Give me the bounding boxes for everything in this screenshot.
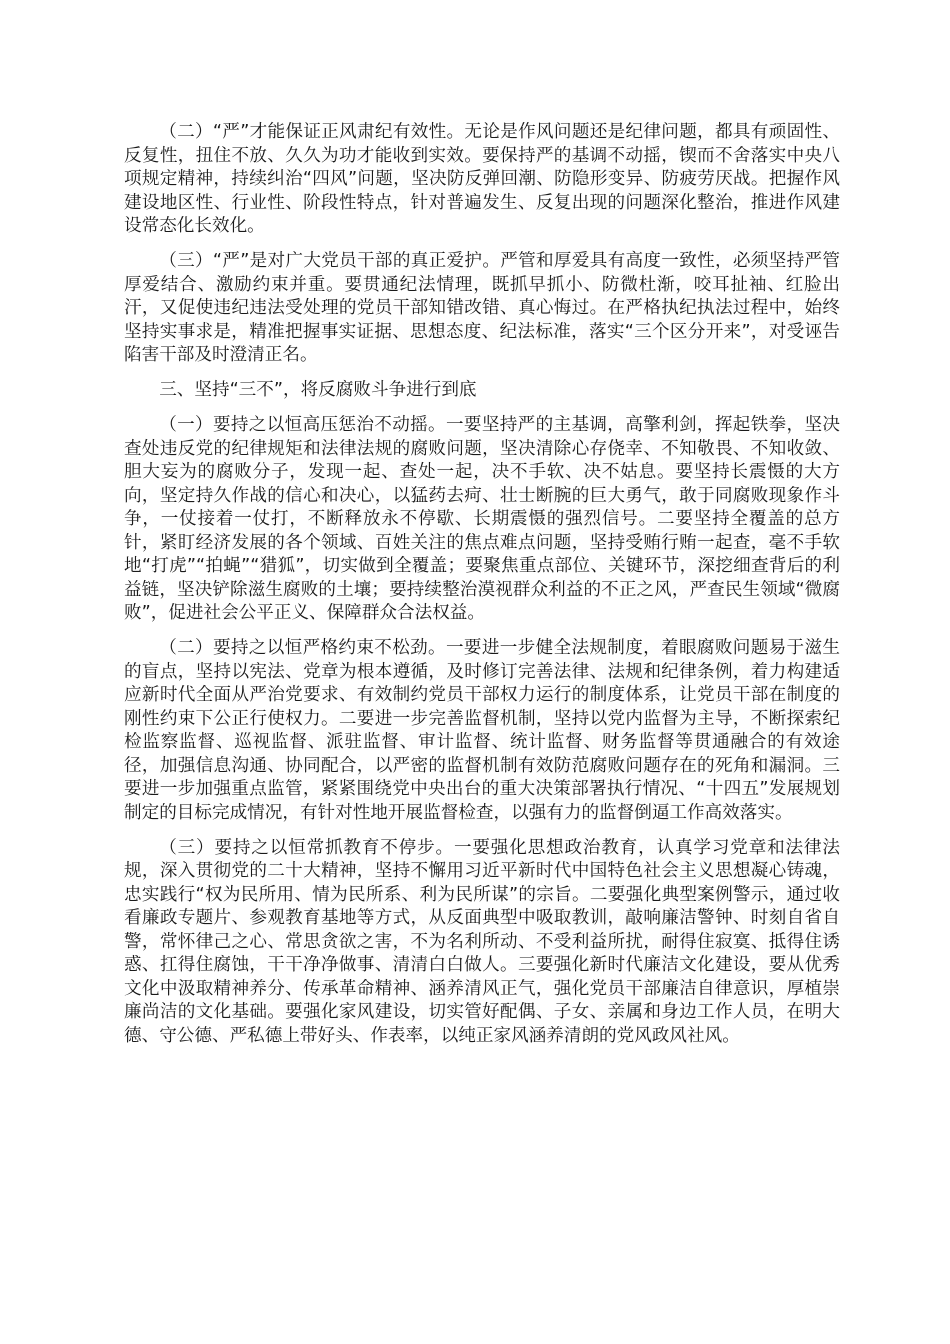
paragraph-strict-constraint: （二）要持之以恒严格约束不松劲。一要进一步健全法规制度，着眼腐败问题易于滋生的盲点，坚持以宪法、党章为根本遵循，及时修订完善法律、法规和纪律条例，着力构建适应新时代全面从严治党要求、有效制约党员干部权力运行的制度体系，让党员干部在制度的刚性约束下公正行使权力。二要进一步完善监督机制，坚持以党内监督为主导，不断探索纪检监察监督、巡视监督、派驻监督、审计监督、统计监督、财务监督等贯通融合的有效途径，加强信息沟通、协同配合，以严密的监督机制有效防范腐败问题存在的死角和漏洞。三要进一步加强重点监管，紧紧围绕党中央出台的重大决策部署执行情况、“十四五”发展规划制定的目标完成情况，有针对性地开展监督检查，以强有力的监督倒逼工作高效落实。 bbox=[124, 638, 840, 823]
paragraph-education: （三）要持之以恒常抓教育不停步。一要强化思想政治教育，认真学习党章和法律法规，深入贯彻党的二十大精神，坚持不懈用习近平新时代中国特色社会主义思想凝心铸魂，忠实践行“权为民所用、情为民所系、利为民所谋”的宗旨。二要强化典型案例警示，通过收看廉政专题片、参观教育基地等方式，从反面典型中吸取教训，敲响廉洁警钟、时刻自省自警，常怀律己之心、常思贪欲之害，不为名利所动、不受利益所扰，耐得住寂寞、抵得住诱惑、扛得住腐蚀，干干净净做事、清清白白做人。三要强化新时代廉洁文化建设，要从优秀文化中汲取精神养分、传承革命精神、涵养清风正气，强化党员干部廉洁自律意识，厚植崇廉尚洁的文化基础。要强化家风建设，切实管好配偶、子女、亲属和身边工作人员，在明大德、守公德、严私德上带好头、作表率，以纯正家风涵养清朗的党风政风社风。 bbox=[124, 837, 840, 1046]
section-heading-three: 三、坚持“三不”，将反腐败斗争进行到底 bbox=[159, 380, 477, 400]
paragraph-strict-discipline: （二）“严”才能保证正风肃纪有效性。无论是作风问题还是纪律问题，都具有顽固性、反复性，扭住不放、久久为功才能收到实效。要保持严的基调不动摇，锲而不舍落实中央八项规定精神，持续纠治“四风”问题，坚决防反弹回潮、防隐形变异、防疲劳厌战。把握作风建设地区性、行业性、阶段性特点，针对普遍发生、反复出现的问题深化整治，推进作风建设常态化长效化。 bbox=[124, 122, 840, 236]
paragraph-high-pressure: （一）要持之以恒高压惩治不动摇。一要坚持严的主基调，高擎利剑，挥起铁拳，坚决查处违反党的纪律规矩和法律法规的腐败问题，坚决清除心存侥幸、不知敬畏、不知收敛、胆大妄为的腐败分子，发现一起、查处一起，决不手软、决不姑息。要坚持长震慑的大方向，坚定持久作战的信心和决心，以猛药去疴、壮士断腕的巨大勇气，敢于同腐败现象作斗争，一仗接着一仗打，不断释放永不停歇、长期震慑的强烈信号。二要坚持全覆盖的总方针，紧盯经济发展的各个领域、百姓关注的焦点难点问题，坚持受贿行贿一起查，毫不手软地“打虎”“拍蝇”“猎狐”，切实做到全覆盖；要聚焦重点部位、关键环节，深挖细查背后的利益链，坚决铲除滋生腐败的土壤；要持续整治漠视群众利益的不正之风，严查民生领域“微腐败”，促进社会公平正义、保障群众合法权益。 bbox=[124, 415, 840, 623]
paragraph-strict-care: （三）“严”是对广大党员干部的真正爱护。严管和厚爱具有高度一致性，必须坚持严管厚爱结合、激励约束并重。要贯通纪法情理，既抓早抓小、防微杜渐，咬耳扯袖、红脸出汗，又促使违纪违法受处理的党员干部知错改错、真心悔过。在严格执纪执法过程中，始终坚持实事求是，精准把握事实证据、思想态度、纪法标准，落实“三个区分开来”，对受诬告陷害干部及时澄清正名。 bbox=[124, 251, 840, 365]
document-body bbox=[124, 121, 840, 1060]
